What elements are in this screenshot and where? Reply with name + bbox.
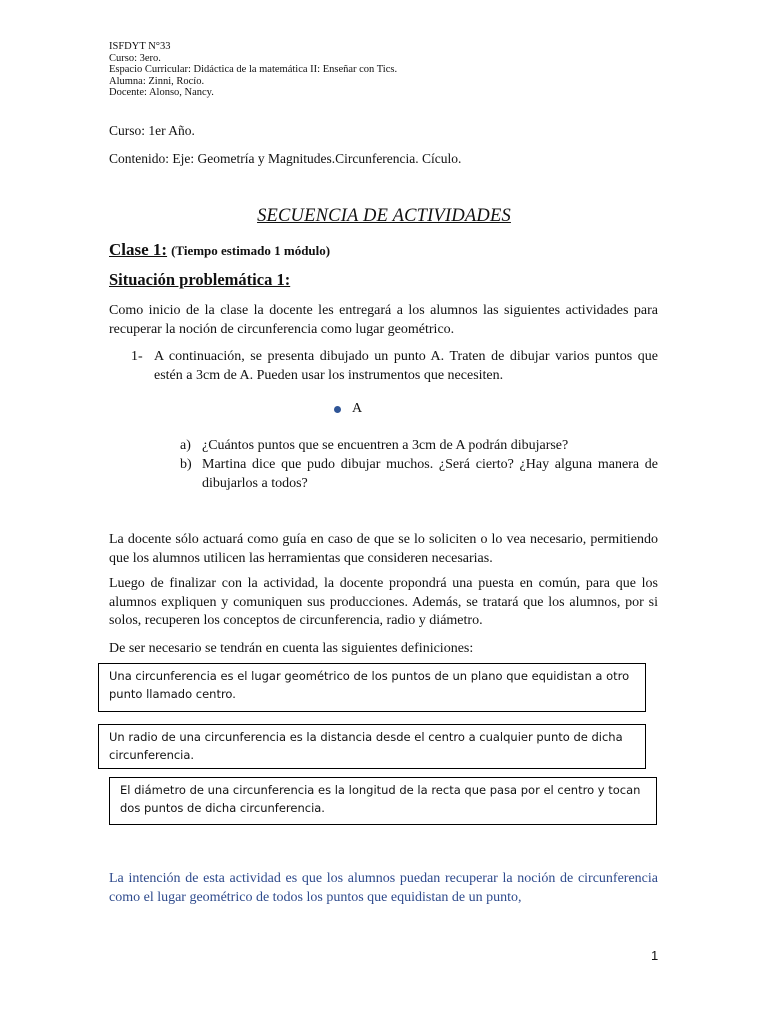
- point-a-dot: [334, 406, 341, 413]
- course-line: Curso: 1er Año.: [109, 123, 195, 138]
- header-teacher: Docente: Alonso, Nancy.: [109, 87, 214, 99]
- intro-paragraph: Como inicio de la clase la docente les entregará a los alumnos las siguientes actividades para recuperar la noción de circunferencia como lugar geométrico.: [109, 303, 658, 337]
- situation-heading: Situación problemática 1:: [109, 270, 291, 289]
- page-number: 1: [651, 948, 659, 963]
- activity-item: [131, 348, 658, 385]
- content-line: Contenido: Eje: Geometría y Magnitudes.Circunferencia. Cículo.: [109, 151, 462, 166]
- intention-paragraph: La intención de esta actividad es que los alumnos puedan recuperar la noción de circunferencia como el lugar geométrico de todos los puntos que equidistan de un punto,: [109, 871, 658, 905]
- guide-paragraph: La docente sólo actuará como guía en caso de que se lo soliciten o lo vea necesario, permitiendo que los alumnos utilicen las herramientas que consideren necesarias.: [109, 532, 658, 566]
- header-course: Curso: 3ero.: [109, 52, 161, 64]
- question-a: [180, 437, 658, 456]
- question-b: [180, 456, 658, 493]
- question-b-letter: b): [180, 457, 192, 472]
- question-b-text: Martina dice que pudo dibujar muchos. ¿Será cierto? ¿Hay alguna manera de dibujarlos a todos?: [202, 457, 658, 491]
- header-subject: Espacio Curricular: Didáctica de la matemática II: Enseñar con Tics.: [109, 64, 398, 76]
- definitions-intro: De ser necesario se tendrán en cuenta las siguientes definiciones:: [109, 641, 474, 656]
- class-time: (Tiempo estimado 1 módulo): [171, 243, 331, 258]
- point-a-label: A: [352, 401, 363, 416]
- header-institution: ISFDYT N°33: [109, 41, 171, 52]
- definition-box-radius: Un radio de una circunferencia es la distancia desde el centro a cualquier punto de dicha circunferencia.: [98, 724, 646, 769]
- header-student: Alumna: Zinni, Rocío.: [109, 75, 205, 87]
- class-label: Clase 1:: [109, 240, 168, 259]
- definition-box-diameter: El diámetro de una circunferencia es la longitud de la recta que pasa por el centro y tocan dos puntos de dicha circunferencia.: [109, 777, 657, 825]
- definition-box-circumference: Una circunferencia es el lugar geométrico de los puntos de un plano que equidistan a otro punto llamado centro.: [98, 663, 646, 712]
- closing-paragraph: Luego de finalizar con la actividad, la docente propondrá una puesta en común, para que los alumnos expliquen y comuniquen sus producciones. Además, se tratará que los alumnos, por si solos, recuperen los conceptos de circunferencia, radio y diámetro.: [109, 576, 658, 629]
- page-title: SECUENCIA DE ACTIVIDADES: [257, 206, 511, 226]
- question-a-text: ¿Cuántos puntos que se encuentren a 3cm de A podrán dibujarse?: [202, 438, 569, 453]
- activity-text: A continuación, se presenta dibujado un punto A. Traten de dibujar varios puntos que estén a 3cm de A. Pueden usar los instrumentos que necesiten.: [154, 349, 658, 383]
- activity-number: 1-: [131, 349, 143, 364]
- question-a-letter: a): [180, 438, 191, 453]
- document-header: [109, 41, 397, 99]
- class-heading: [109, 240, 330, 260]
